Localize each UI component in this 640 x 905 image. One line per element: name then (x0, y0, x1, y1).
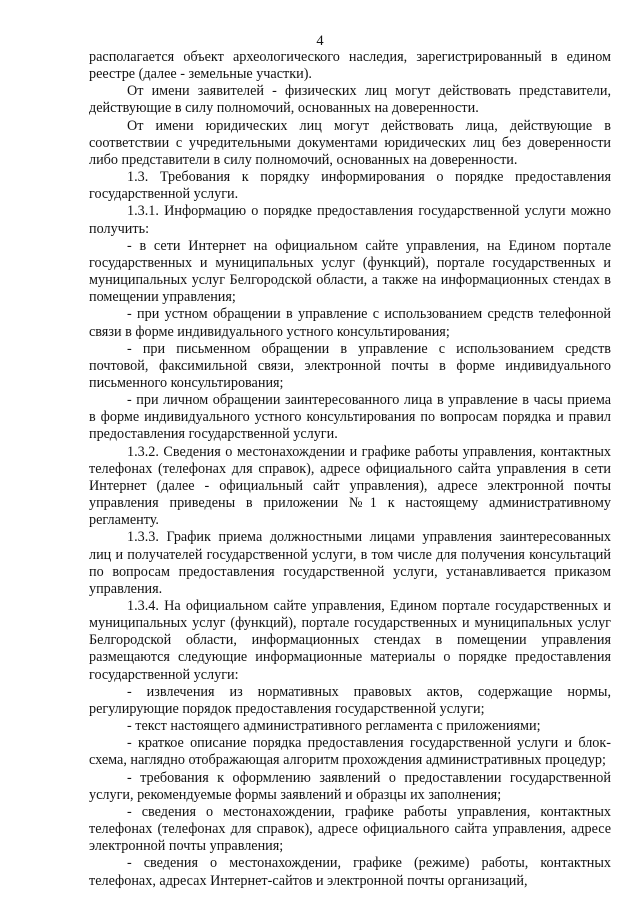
paragraph: 1.3.2. Сведения о местонахождении и графике работы управления, контактных телефонах (телефонах для справок), адресе официального сайта управления в сети Интернет (далее - официальный сайт управления), адресе электронной почты управления приведены в приложении №1 к настоящему административному регламенту. (89, 443, 611, 529)
paragraph: От имени юридических лиц могут действовать лица, действующие в соответствии с учредительными документами юридических лиц без доверенности либо представители в силу полномочий, основанных на доверенности. (89, 117, 611, 168)
list-item: - требования к оформлению заявлений о предоставлении государственной услуги, рекомендуемые формы заявлений и образцы их заполнения; (89, 769, 611, 803)
list-item: - сведения о местонахождении, графике работы управления, контактных телефонах (телефонах для справок), адресе официального сайта управления, адресе электронной почты управления; (89, 803, 611, 855)
list-item: - текст настоящего административного регламента с приложениями; (127, 718, 541, 735)
paragraph-continuation: располагается объект археологического наследия, зарегистрированный в едином реестре (далее - земельные участки). (89, 49, 611, 83)
list-item: - в сети Интернет на официальном сайте управления, на Едином портале государственных и муниципальных услуг (функций), портале государственных и муниципальных услуг Белгородской области, а также на информационных стендах в помещении управления; (89, 237, 611, 306)
document-body (89, 49, 611, 890)
list-item: - при письменном обращении в управление с использованием средств почтовой, факсимильной связи, электронной почты в форме индивидуального письменного консультирования; (89, 340, 611, 391)
list-item: - при личном обращении заинтересованного лица в управление в часы приема в форме индивидуального устного консультирования по вопросам порядка и правил предоставления государственной услуги. (89, 392, 611, 443)
list-item: - при устном обращении в управление с использованием средств телефонной связи в форме индивидуального устного консультирования; (89, 306, 611, 340)
list-item: - сведения о местонахождении, графике (режиме) работы, контактных телефонах, адресах Интернет-сайтов и электронной почты организаций, (89, 855, 611, 889)
paragraph: 1.3.1. Информацию о порядке предоставления государственной услуги можно получить: (89, 203, 611, 237)
paragraph: 1.3.3. График приема должностными лицами управления заинтересованных лиц и получателей государственной услуги, в том числе для получения консультаций по вопросам предоставления государственной услуги, устанавливается приказом управления. (89, 529, 611, 597)
paragraph: От имени заявителей - физических лиц могут действовать представители, действующие в силу полномочий, основанных на доверенности. (89, 83, 611, 117)
paragraph: 1.3.4. На официальном сайте управления, Едином портале государственных и муниципальных услуг (функций), портале государственных и муниципальных услуг Белгородской области, информационных стендах в помещении управления размещаются следующие информационные материалы о порядке предоставления государственной услуги: (89, 598, 611, 683)
page-number: 4 (316, 33, 324, 49)
list-item: - краткое описание порядка предоставления государственной услуги и блок-схема, наглядно отображающая алгоритм прохождения административных процедур; (89, 735, 611, 769)
section-heading: 1.3. Требования к порядку информирования о порядке предоставления государственной услуги. (89, 169, 611, 203)
list-item: - извлечения из нормативных правовых актов, содержащие нормы, регулирующие порядок предоставления государственной услуги; (89, 683, 611, 717)
